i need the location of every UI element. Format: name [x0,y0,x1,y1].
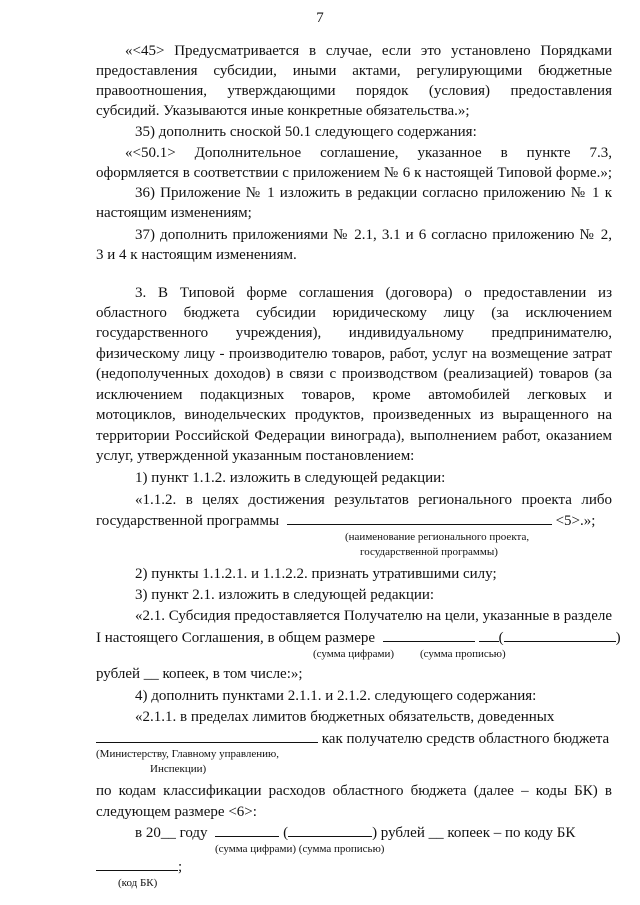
text-line: 3. В Типовой форме соглашения (договора) о предоставлении из [135,285,612,301]
text-line: I настоящего Соглашения, в общем размере ( ) [96,630,621,646]
text-line: «<45> Предусматривается в случае, если это установлено Порядками [125,43,612,59]
text-line: 37) дополнить приложениями № 2.1, 3.1 и 6 согласно приложению № 2, [135,227,612,243]
caption: Инспекции) [150,763,207,775]
text-line: по кодам классификации расходов областного бюджета (далее – коды БК) в [96,783,612,799]
sum-digits-blank[interactable] [215,824,279,837]
text-line [96,730,612,748]
text-line: «<50.1> Дополнительное соглашение, указанное в пункте 7.3, [125,145,612,161]
text-line: рублей __ копеек, в том числе:»; [96,666,303,682]
caption: (сумма цифрами) (сумма прописью) [215,843,385,855]
fill-blank[interactable] [479,629,499,642]
kbk-blank[interactable] [96,858,178,871]
text-line: оформляется в соответствии с приложением № 6 к настоящей Типовой форме.»; [96,165,612,181]
text-line: 36) Приложение № 1 изложить в редакции согласно приложению № 1 к [135,185,612,201]
text-line: 3) пункт 2.1. изложить в следующей редакции: [135,587,435,603]
text-line: следующем размере <6>: [96,804,257,820]
text-line: ; [96,858,612,876]
text-line: субсидий. Указываются иные конкретные обязательства.»; [96,103,470,119]
fill-blank[interactable] [287,512,552,525]
caption: (Министерству, Главному управлению, [96,748,279,760]
text-line: «2.1. Субсидия предоставляется Получателю на цели, указанные в разделе [135,608,612,624]
text-line: мотоциклов, винодельческих продуктов, произведенных из выращенного на [96,407,612,423]
text-segment: <5>.»; [555,513,596,529]
text-segment: ) рублей __ копеек – по коду БК [372,825,576,841]
text-line: территории Российской Федерации винограда), выполнением работ, оказанием [96,428,612,444]
text-line: физическому лицу - производителю товаров, работ, услуг на возмещение затрат [96,346,612,362]
sum-digits-blank[interactable] [383,629,475,642]
text-line: 1) пункт 1.1.2. изложить в следующей редакции: [135,470,446,486]
text-line: исключением подакцизных товаров, кроме автомобилей легковых и [96,387,612,403]
text-line: 3 и 4 к настоящим изменениям. [96,247,297,263]
text-line: настоящим изменениям; [96,205,252,221]
text-line: правоотношения, утверждающими порядок (условия) предоставления [96,83,612,99]
text-line: «2.1.1. в пределах лимитов бюджетных обязательств, доведенных [135,709,555,725]
text-segment: I настоящего Соглашения, в общем размере [96,630,376,646]
caption: (сумма прописью) [420,648,506,660]
caption: (наименование регионального проекта, [345,531,530,543]
text-segment: как получателю средств областного бюджета [321,731,610,747]
page-number: 7 [316,10,324,26]
text-line: государственного учреждения), индивидуальному предпринимателю, [96,325,612,341]
caption: государственной программы) [360,546,498,558]
text-line: областного бюджета субсидии юридическому лицу (за исключением [96,305,612,321]
caption: (сумма цифрами) [313,648,395,660]
text-segment: в 20__ году [135,825,208,841]
text-segment: государственной программы [96,513,280,529]
text-line [96,512,612,530]
recipient-blank[interactable] [96,730,318,743]
text-line: предоставления субсидии, иными актами, регулирующими бюджетные [96,63,612,79]
sum-words-blank[interactable] [504,629,616,642]
sum-words-blank[interactable] [288,824,372,837]
text-line: в 20__ году ( ) рублей __ копеек – по коду БК [135,825,576,841]
text-line: 35) дополнить сноской 50.1 следующего содержания: [135,124,477,140]
text-line: «1.1.2. в целях достижения результатов регионального проекта либо [135,492,612,508]
text-line: 2) пункты 1.1.2.1. и 1.1.2.2. признать утратившими силу; [135,566,497,582]
caption: (код БК) [118,877,158,889]
text-line: услуг, утвержденной указанным постановлением: [96,448,415,464]
text-line: 4) дополнить пунктами 2.1.1. и 2.1.2. следующего содержания: [135,688,537,704]
text-line: (недополученных доходов) в связи с производством (реализацией) товаров (за [96,366,612,382]
